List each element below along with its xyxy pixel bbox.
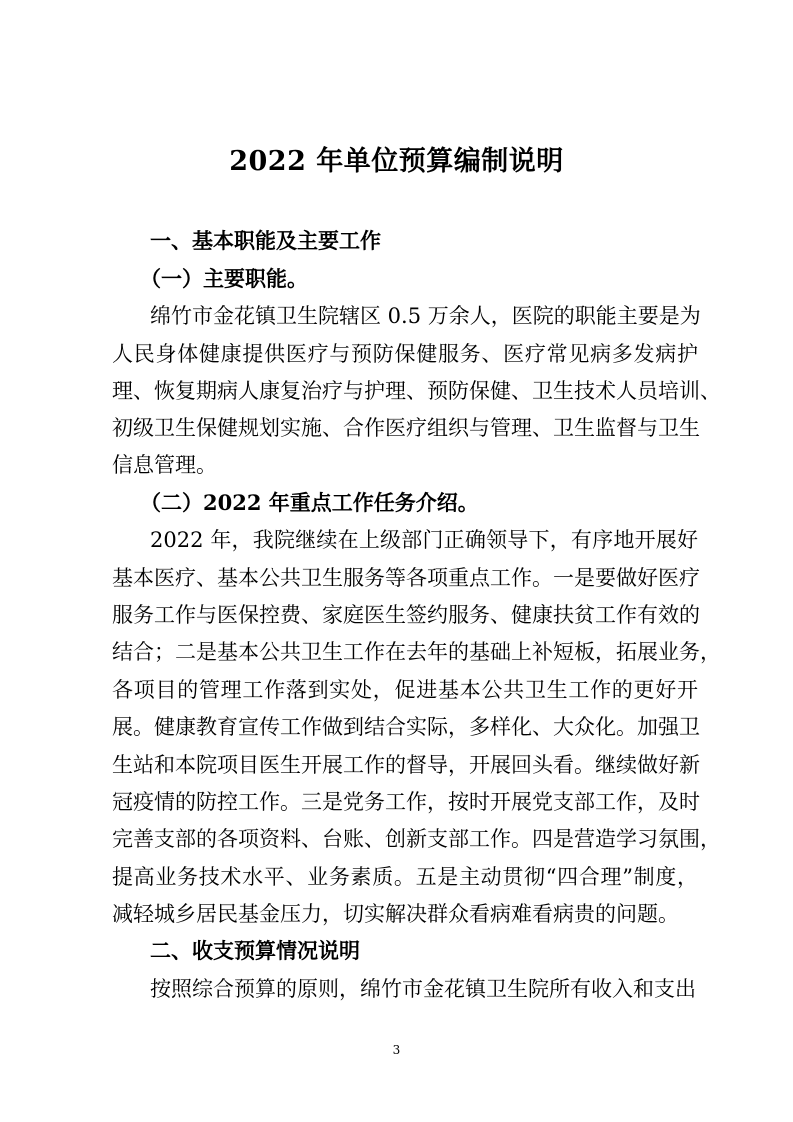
paragraph-line: 展。健康教育宣传工作做到结合实际，多样化、大众化。加强卫 [112,715,700,739]
subsection-heading-main-functions: （一）主要职能。 [140,266,308,291]
paragraph-line: 结合；二是基本公共卫生工作在去年的基础上补短板，拓展业务， [112,640,721,664]
paragraph-line: 各项目的管理工作落到实处，促进基本公共卫生工作的更好开 [112,678,698,702]
paragraph-line: 2022 年，我院继续在上级部门正确领导下，有序地开展好 [150,528,698,552]
paragraph-line: 理、恢复期病人康复治疗与护理、预防保健、卫生技术人员培训、 [112,379,721,403]
paragraph-line: 提高业务技术水平、业务素质。五是主动贯彻“四合理”制度， [112,865,698,889]
paragraph-line: 冠疫情的防控工作。三是党务工作，按时开展党支部工作，及时 [112,790,700,814]
paragraph-line: 信息管理。 [112,453,217,477]
paragraph-line: 基本医疗、基本公共卫生服务等各项重点工作。一是要做好医疗 [112,566,700,590]
section-heading-budget-explanation: 二、收支预算情况说明 [150,938,360,963]
page-number: 3 [392,1043,401,1057]
subsection-heading-key-tasks: （二）2022 年重点工作任务介绍。 [140,490,479,515]
paragraph-line: 绵竹市金花镇卫生院辖区 0.5 万余人，医院的职能主要是为 [150,304,701,328]
paragraph-line: 生站和本院项目医生开展工作的督导，开展回头看。继续做好新 [112,753,700,777]
paragraph-line: 服务工作与医保控费、家庭医生签约服务、健康扶贫工作有效的 [112,603,700,627]
paragraph-line: 初级卫生保健规划实施、合作医疗组织与管理、卫生监督与卫生 [112,416,700,440]
paragraph-line: 完善支部的各项资料、台账、创新支部工作。四是营造学习氛围， [112,827,721,851]
section-heading-basic-functions: 一、基本职能及主要工作 [150,228,381,253]
paragraph-line: 减轻城乡居民基金压力，切实解决群众看病难看病贵的问题。 [112,902,679,926]
page-title: 2022 年单位预算编制说明 [229,146,564,177]
paragraph-line: 人民身体健康提供医疗与预防保健服务、医疗常见病多发病护 [112,342,698,366]
paragraph-line: 按照综合预算的原则，绵竹市金花镇卫生院所有收入和支出 [150,977,696,1001]
